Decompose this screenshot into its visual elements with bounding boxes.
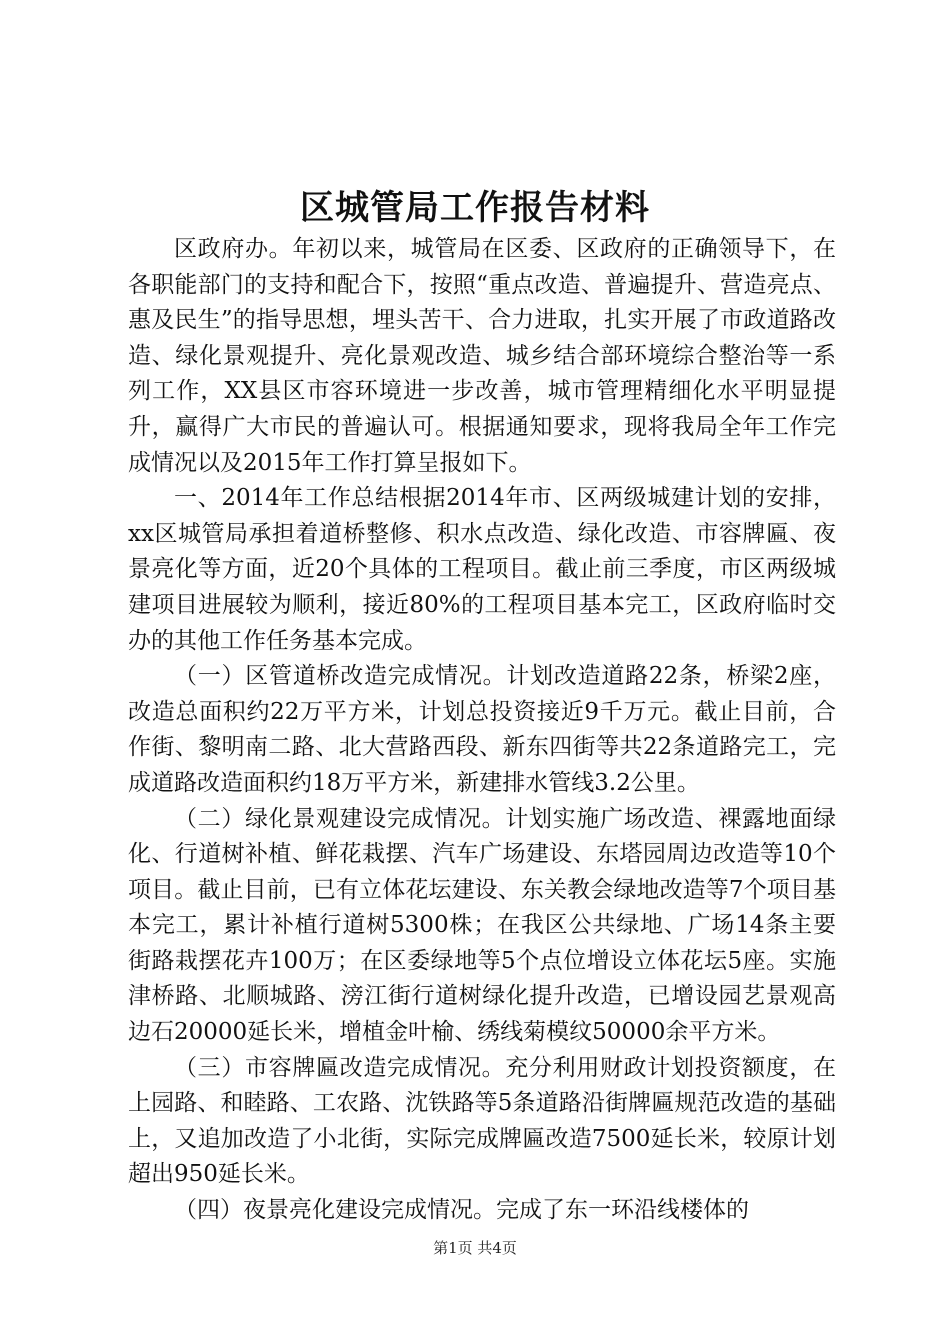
document-body (128, 232, 836, 1229)
paragraph-signboards: （三）市容牌匾改造完成情况。充分利用财政计划投资额度，在上园路、和睦路、工农路、沈铁路等5条道路沿街牌匾规范改造的基础上，又追加改造了小北街，实际完成牌匾改造7500延长米，较原计划超出950延长米。 (128, 1054, 836, 1188)
document-title: 区城管局工作报告材料 (300, 188, 650, 228)
paragraph-roads-bridges: （一）区管道桥改造完成情况。计划改造道路22条，桥梁2座，改造总面积约22万平方米，计划总投资接近9千万元。截止目前，合作街、黎明南二路、北大营路西段、新东四街等共22条道路完工，完成道路改造面积约18万平方米，新建排水管线3.2公里。 (128, 663, 836, 796)
paragraph-greening: （二）绿化景观建设完成情况。计划实施广场改造、裸露地面绿化、行道树补植、鲜花栽摆、汽车广场建设、东塔园周边改造等10个项目。截止目前，已有立体花坛建设、东关教会绿地改造等7个项目基本完工，累计补植行道树5300株；在我区公共绿地、广场14条主要街路栽摆花卉100万；在区委绿地等5个点位增设立体花坛5座。实施津桥路、北顺城路、滂江街行道树绿化提升改造，已增设园艺景观高边石20000延长米，增植金叶榆、绣线菊模纹50000余平方米。 (128, 805, 836, 1046)
paragraph-intro: 区政府办。年初以来，城管局在区委、区政府的正确领导下，在各职能部门的支持和配合下，按照“重点改造、普遍提升、营造亮点、惠及民生”的指导思想，埋头苦干、合力进取，扎实开展了市政道路改造、绿化景观提升、亮化景观改造、城乡结合部环境综合整治等一系列工作，XX县区市容环境进一步改善，城市管理精细化水平明显提升，赢得广大市民的普遍认可。根据通知要求，现将我局全年工作完成情况以及2015年工作打算呈报如下。 (128, 236, 836, 476)
paragraph-section-one: 一、2014年工作总结根据2014年市、区两级城建计划的安排，xx区城管局承担着道桥整修、积水点改造、绿化改造、市容牌匾、夜景亮化等方面，近20个具体的工程项目。截止前三季度，市区两级城建项目进展较为顺利，接近80%的工程项目基本完工，区政府临时交办的其他工作任务基本完成。 (128, 485, 836, 654)
page-number-footer: 第1页 共4页 (433, 1239, 517, 1257)
paragraph-night-lighting: （四）夜景亮化建设完成情况。完成了东一环沿线楼体的 (174, 1197, 749, 1224)
